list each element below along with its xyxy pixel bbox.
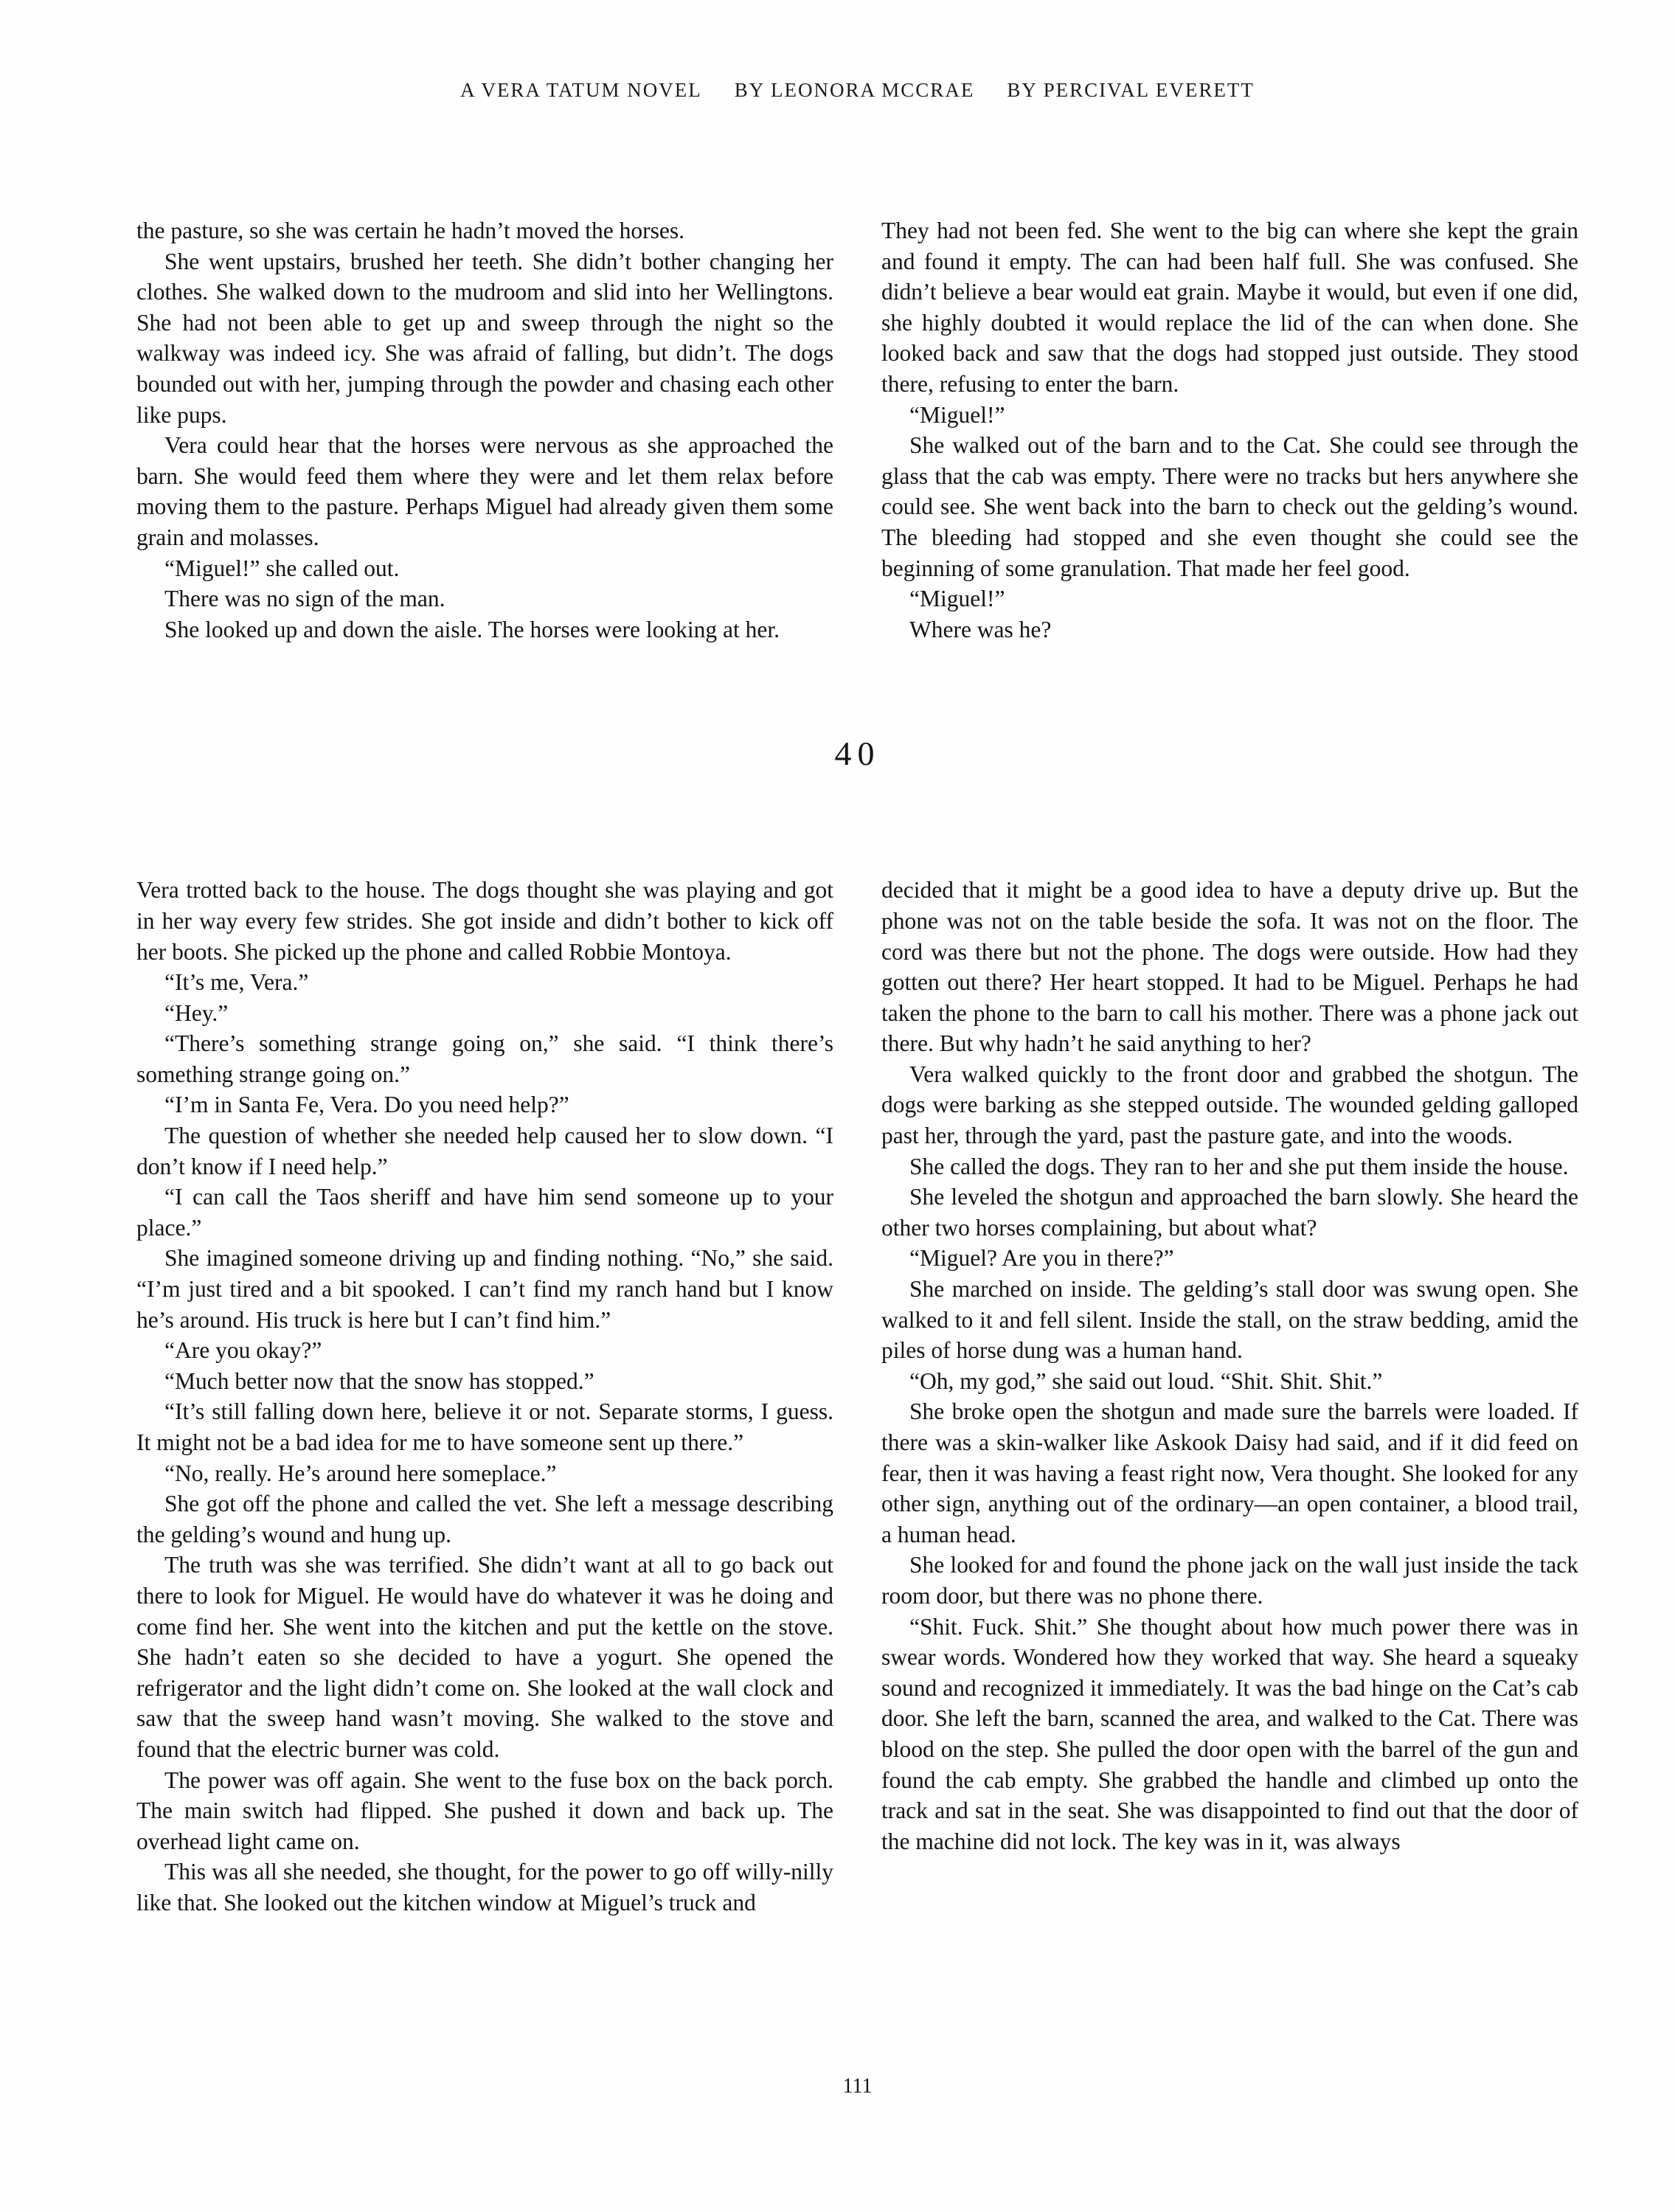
chapter-body-section [136, 875, 1578, 1918]
paragraph: “Miguel!” [909, 401, 1005, 428]
header-author-pen-name: BY LEONORA MCCRAE [734, 79, 975, 101]
header-author-name: BY PERCIVAL EVERETT [1007, 79, 1255, 101]
running-header [136, 0, 1578, 105]
paragraph: She marched on inside. The gelding’s stall door was swung open. She walked to it and fell silent. Inside the stall, on the straw bedding, amid the piles of horse dung was a human hand. [881, 1276, 1578, 1364]
paragraph: “I’m in Santa Fe, Vera. Do you need help?” [164, 1092, 569, 1118]
paragraph: “Miguel? Are you in there?” [909, 1245, 1174, 1272]
chapter-right-column [881, 875, 1578, 1918]
paragraph: She broke open the shotgun and made sure the barrels were loaded. If there was a skin-walker like Askook Daisy had said, and if it did feed on fear, then it was having a feast right now, Vera thought. She looked for any other sign, anything out of the ordinary—an open container, a blood trail, a human head. [881, 1398, 1578, 1547]
paragraph: “Much better now that the snow has stopped.” [164, 1367, 594, 1394]
paragraph: There was no sign of the man. [164, 586, 445, 612]
chapter-number: 40 [834, 735, 881, 773]
chapter-left-column [136, 875, 833, 1918]
paragraph: “There’s something strange going on,” she said. “I think there’s something strange going on.” [136, 1030, 833, 1087]
paragraph: “Miguel!” [909, 586, 1005, 612]
paragraph: “It’s me, Vera.” [164, 969, 309, 996]
paragraph: Where was he? [909, 616, 1052, 642]
paragraph: She leveled the shotgun and approached the barn slowly. She heard the other two horses complaining, but about what? [881, 1184, 1578, 1241]
paragraph: “Are you okay?” [164, 1337, 322, 1364]
paragraph: She went upstairs, brushed her teeth. She didn’t bother changing her clothes. She walked down to the mudroom and slid into her Wellingtons. She had not been able to get up and sweep through the night so the walkway was indeed icy. She was afraid of falling, but didn’t. The dogs bounded out with her, jumping through the powder and chasing each other like pups. [136, 248, 833, 428]
paragraph: Vera walked quickly to the front door and grabbed the shotgun. The dogs were barking as she stepped outside. The wounded gelding galloped past her, through the yard, past the pasture gate, and into the woods. [881, 1061, 1578, 1149]
paragraph: the pasture, so she was certain he hadn’t moved the horses. [136, 218, 684, 243]
paragraph: Vera could hear that the horses were nervous as she approached the barn. She would feed them where they were and let them relax before moving them to the pasture. Perhaps Miguel had already given them some grain and molasses. [136, 432, 833, 550]
page-top-section [136, 215, 1578, 645]
paragraph: “Shit. Fuck. Shit.” She thought about how much power there was in swear words. Wondered how they worked that way. She heard a squeaky sound and recognized it immediately. It was the bad hinge on the Cat’s cab door. She left the barn, scanned the area, and walked to the Cat. There was blood on the step. She pulled the door open with the barrel of the gun and found the cab empty. She grabbed the handle and climbed up onto the track and sat in the seat. She was disappointed to find out that the door of the machine did not lock. The key was in it, was always [881, 1613, 1578, 1854]
top-right-column [881, 215, 1578, 645]
header-series-title: A VERA TATUM NOVEL [460, 79, 702, 101]
paragraph: “No, really. He’s around here someplace.” [164, 1460, 557, 1486]
paragraph: “Miguel!” she called out. [164, 555, 400, 581]
paragraph: She looked for and found the phone jack on the wall just inside the tack room door, but there was no phone there. [881, 1552, 1578, 1609]
paragraph: She walked out of the barn and to the Cat. She could see through the glass that the cab was empty. There were no tracks but hers anywhere she could see. She went back into the barn to check out the gelding’s wound. The bleeding had stopped and she even thought she could see the beginning of some granulation. That made her feel good. [881, 432, 1578, 581]
paragraph: She looked up and down the aisle. The horses were looking at her. [164, 616, 780, 642]
paragraph: “Oh, my god,” she said out loud. “Shit. Shit. Shit.” [909, 1367, 1383, 1394]
top-left-column [136, 215, 833, 645]
paragraph: “Hey.” [164, 999, 229, 1026]
page-number: 111 [842, 2074, 873, 2098]
paragraph: The truth was she was terrified. She didn’t want at all to go back out there to look for Miguel. He would have do whatever it was he doing and come find her. She went into the kitchen and put the kettle on the stove. She hadn’t eaten so she decided to have a yogurt. She opened the refrigerator and the light didn’t come on. She looked at the wall clock and saw that the sweep hand wasn’t moving. She walked to the stove and found that the electric burner was cold. [136, 1552, 833, 1762]
paragraph: “I can call the Taos sheriff and have him send someone up to your place.” [136, 1184, 833, 1241]
paragraph: She got off the phone and called the vet. She left a message describing the gelding’s wound and hung up. [136, 1491, 833, 1547]
paragraph: She imagined someone driving up and finding nothing. “No,” she said. “I’m just tired and a bit spooked. I can’t find my ranch hand but I know he’s around. His truck is here but I can’t find him.” [136, 1245, 833, 1333]
paragraph: They had not been fed. She went to the big can where she kept the grain and found it empty. The can had been half full. She was confused. She didn’t believe a bear would eat grain. Maybe it would, but even if one did, she highly doubted it would replace the lid of the can when done. She looked back and saw that the dogs had stopped just outside. They stood there, refusing to enter the barn. [881, 218, 1578, 397]
paragraph: decided that it might be a good idea to have a deputy drive up. But the phone was not on the table beside the sofa. It was not on the floor. The cord was there but not the phone. The dogs were outside. How had they gotten out there? Her heart stopped. It had to be Miguel. Perhaps he had taken the phone to the barn to call his mother. There was a phone jack out there. But why hadn’t he said anything to her? [881, 877, 1578, 1057]
paragraph: Vera trotted back to the house. The dogs thought she was playing and got in her way every few strides. She got inside and didn’t bother to kick off her boots. She picked up the phone and called Robbie Montoya. [136, 877, 833, 965]
paragraph: The question of whether she needed help caused her to slow down. “I don’t know if I need help.” [136, 1123, 833, 1179]
paragraph: She called the dogs. They ran to her and she put them inside the house. [909, 1153, 1569, 1179]
paragraph: This was all she needed, she thought, for the power to go off willy-nilly like that. She looked out the kitchen window at Miguel’s truck and [136, 1859, 833, 1915]
paragraph: The power was off again. She went to the fuse box on the back porch. The main switch had flipped. She pushed it down and back up. The overhead light came on. [136, 1767, 833, 1854]
paragraph: “It’s still falling down here, believe it or not. Separate storms, I guess. It might not be a bad idea for me to have someone sent up there.” [136, 1398, 833, 1455]
